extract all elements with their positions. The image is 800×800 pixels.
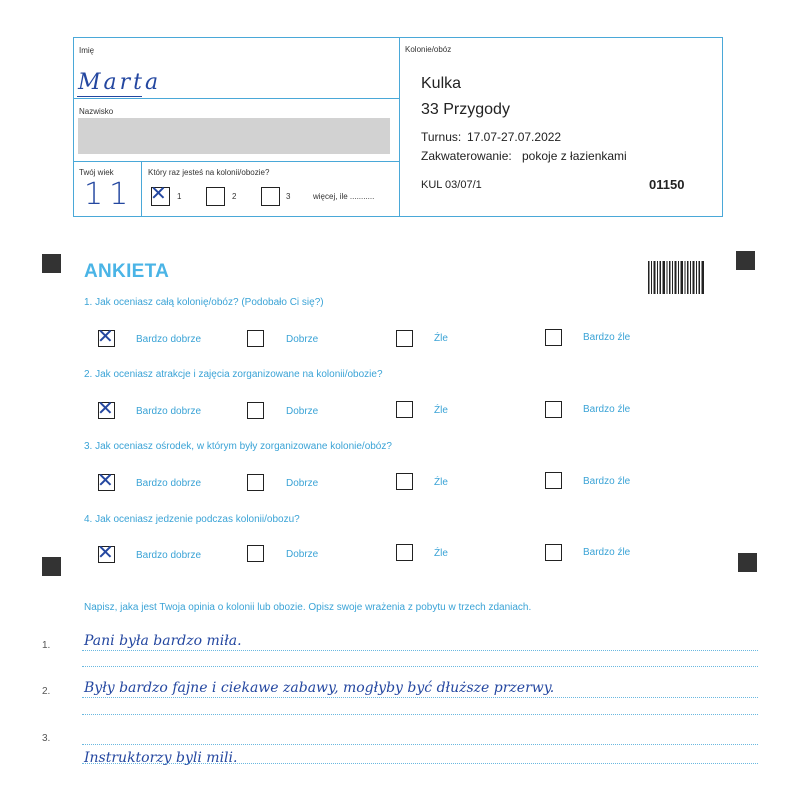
answer-line-3 <box>82 744 758 745</box>
corner-marker-top-left <box>42 254 61 273</box>
q1-checkbox-dobrze[interactable] <box>247 330 264 347</box>
q1-option-zle: Źle <box>434 333 448 344</box>
q3-checkbox-zle[interactable] <box>396 473 413 490</box>
corner-marker-bottom-left <box>42 557 61 576</box>
checkmark-icon: ✕ <box>97 540 114 564</box>
answer-line-1 <box>82 650 758 651</box>
wiek-label: Twój wiek <box>79 168 114 177</box>
corner-marker-bottom-right <box>738 553 757 572</box>
camp-program: 33 Przygody <box>421 101 510 118</box>
ktory-raz-option-2: 2 <box>232 192 237 201</box>
q1-option-dobrze: Dobrze <box>286 334 319 345</box>
ktory-raz-checkbox-1[interactable] <box>150 181 170 206</box>
q3-checkbox-bardzo-dobrze[interactable] <box>97 468 115 492</box>
zakwaterowanie-value: pokoje z łazienkami <box>522 149 627 163</box>
q2-checkbox-dobrze[interactable] <box>247 402 264 419</box>
corner-marker-top-right <box>736 251 755 270</box>
q3-option-bardzo-zle: Bardzo źle <box>583 476 631 487</box>
ktory-raz-option-1: 1 <box>177 192 182 201</box>
q3-checkbox-dobrze[interactable] <box>247 474 264 491</box>
question-2: 2. Jak oceniasz atrakcje i zajęcia zorganizowane na kolonii/obozie? <box>84 369 383 380</box>
camp-code: KUL 03/07/1 <box>421 179 482 191</box>
imie-label: Imię <box>79 46 95 55</box>
turnus-label: Turnus: <box>421 130 462 144</box>
q2-checkbox-bardzo-dobrze[interactable] <box>97 396 115 420</box>
answer-line-2b <box>82 714 758 715</box>
divider-imie <box>73 98 400 99</box>
divider-wiek <box>141 161 142 217</box>
nazwisko-label: Nazwisko <box>79 107 114 116</box>
ktory-raz-checkbox-3[interactable] <box>261 187 280 206</box>
checkmark-icon: ✕ <box>150 181 167 205</box>
q4-checkbox-bardzo-zle[interactable] <box>545 544 562 561</box>
q3-option-zle: Źle <box>434 477 448 488</box>
q3-checkbox-bardzo-zle[interactable] <box>545 472 562 489</box>
q4-checkbox-dobrze[interactable] <box>247 545 264 562</box>
ktory-raz-option-3: 3 <box>286 192 291 201</box>
q2-checkbox-bardzo-zle[interactable] <box>545 401 562 418</box>
q4-option-dobrze: Dobrze <box>286 549 319 560</box>
zakwaterowanie-label: Zakwaterowanie: <box>421 149 512 163</box>
q4-checkbox-bardzo-dobrze[interactable] <box>97 540 115 564</box>
q1-option-bardzo-zle: Bardzo źle <box>583 332 631 343</box>
open-question-prompt: Napisz, jaka jest Twoja opinia o kolonii lub obozie. Opisz swoje wrażenia z pobytu w trzech zdaniach. <box>84 602 532 613</box>
question-3: 3. Jak oceniasz ośrodek, w którym były zorganizowane kolonie/obóz? <box>84 441 392 452</box>
checkmark-icon: ✕ <box>97 324 114 348</box>
answer-line-2 <box>82 697 758 698</box>
q1-checkbox-bardzo-zle[interactable] <box>545 329 562 346</box>
q2-checkbox-zle[interactable] <box>396 401 413 418</box>
q2-option-bardzo-zle: Bardzo źle <box>583 404 631 415</box>
kolonie-label: Kolonie/obóz <box>405 45 452 54</box>
checkmark-icon: ✕ <box>97 468 114 492</box>
answer-number-2: 2. <box>42 686 51 697</box>
answer-number-3: 3. <box>42 733 51 744</box>
answer-2[interactable]: Były bardzo fajne i ciekawe zabawy, mogłyby być dłuższe przerwy. <box>84 680 555 696</box>
imie-underline <box>77 96 142 97</box>
q2-option-zle: Źle <box>434 405 448 416</box>
q3-option-dobrze: Dobrze <box>286 478 319 489</box>
ktory-raz-checkbox-2[interactable] <box>206 187 225 206</box>
q2-option-dobrze: Dobrze <box>286 406 319 417</box>
camp-number: 01150 <box>649 177 685 192</box>
barcode-icon <box>648 261 704 294</box>
q4-option-bardzo-zle: Bardzo źle <box>583 547 631 558</box>
nazwisko-redacted <box>78 118 390 154</box>
survey-title: ANKIETA <box>84 261 170 282</box>
q1-checkbox-bardzo-dobrze[interactable] <box>97 324 115 348</box>
camp-name: Kulka <box>421 75 462 92</box>
imie-value[interactable]: Marta <box>78 70 162 95</box>
turnus-value: 17.07-27.07.2022 <box>467 130 562 144</box>
answer-3[interactable]: Instruktorzy byli mili. <box>84 750 238 766</box>
q4-option-bardzo-dobrze: Bardzo dobrze <box>136 550 202 561</box>
answer-1[interactable]: Pani była bardzo miła. <box>84 633 242 649</box>
answer-line-1b <box>82 666 758 667</box>
question-1: 1. Jak oceniasz całą kolonię/obóz? (Podobało Ci się?) <box>84 297 324 308</box>
divider-nazwisko <box>73 161 400 162</box>
wiek-value[interactable]: 11 <box>84 177 135 212</box>
checkmark-icon: ✕ <box>97 396 114 420</box>
q1-checkbox-zle[interactable] <box>396 330 413 347</box>
q2-option-bardzo-dobrze: Bardzo dobrze <box>136 406 202 417</box>
answer-number-1: 1. <box>42 640 51 651</box>
q3-option-bardzo-dobrze: Bardzo dobrze <box>136 478 202 489</box>
question-4: 4. Jak oceniasz jedzenie podczas kolonii/obozu? <box>84 514 300 525</box>
answer-line-3b <box>82 763 758 764</box>
q4-option-zle: Źle <box>434 548 448 559</box>
wiecej-label: więcej, ile ........... <box>313 192 375 201</box>
q4-checkbox-zle[interactable] <box>396 544 413 561</box>
q1-option-bardzo-dobrze: Bardzo dobrze <box>136 334 202 345</box>
ktory-raz-label: Który raz jesteś na kolonii/obozie? <box>148 168 270 177</box>
